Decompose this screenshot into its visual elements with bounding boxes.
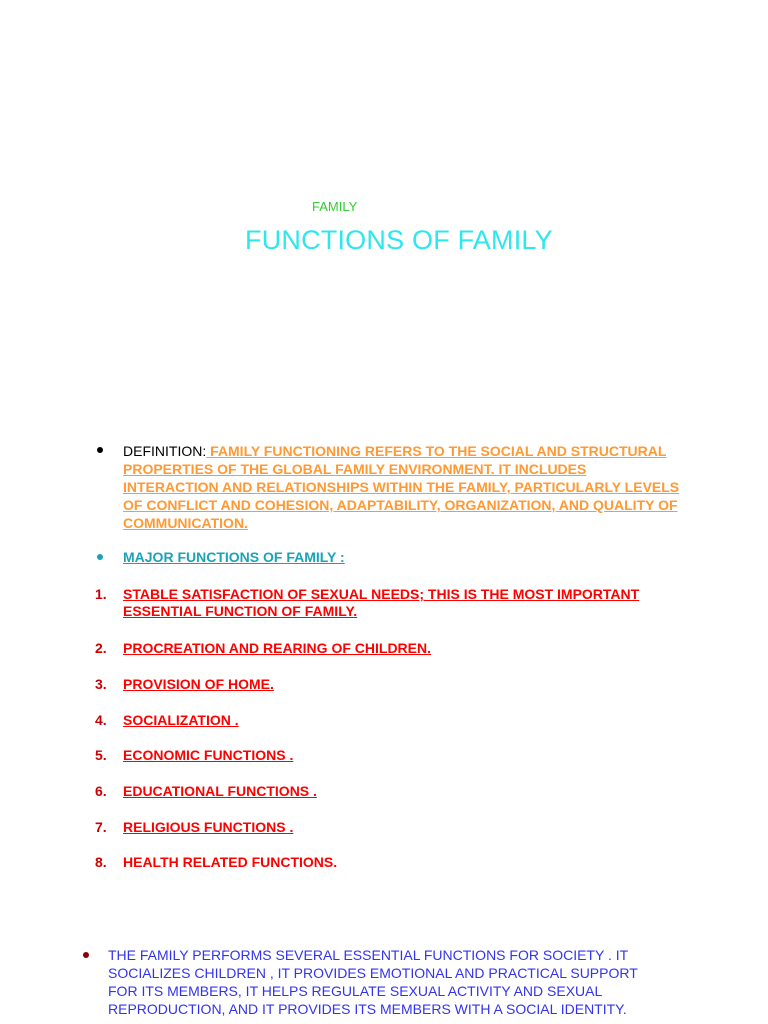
list-number: 6. [95,783,107,799]
definition-text: FAMILY FUNCTIONING REFERS TO THE SOCIAL AND STRUCTURAL PROPERTIES OF THE GLOBAL FAMILY ENVIRONMENT. IT INCLUDES INTERACTION AND RELATIONSHIPS WITHIN THE FAMILY, PARTICULARLY LEVELS OF CONFLICT AND COHESION, ADAPTABILITY, ORGANIZATION, AND QUALITY OF COMMUNICATION. [123,443,680,531]
list-item: SOCIALIZATION . [123,712,239,728]
major-bullet [97,554,103,560]
list-item: HEALTH RELATED FUNCTIONS. [123,854,338,867]
list-number: 8. [95,854,107,867]
summary-bullet [83,952,89,958]
list-item: EDUCATIONAL FUNCTIONS . [123,783,317,799]
list-number: 7. [95,819,107,835]
family-label: FAMILY [312,199,358,214]
list-item: ECONOMIC FUNCTIONS . [123,747,294,763]
list-number: 1. [95,586,107,602]
list-item: RELIGIOUS FUNCTIONS . [123,819,294,835]
definition-paragraph [123,442,683,532]
list-item: PROCREATION AND REARING OF CHILDREN. [123,640,431,656]
major-functions-heading: MAJOR FUNCTIONS OF FAMILY : [123,549,345,565]
clipped-item-row [0,853,768,867]
definition-label: DEFINITION: [123,443,207,459]
list-number: 2. [95,640,107,656]
list-number: 4. [95,712,107,728]
page-title: FUNCTIONS OF FAMILY [245,225,553,255]
list-item: STABLE SATISFACTION OF SEXUAL NEEDS; THIS IS THE MOST IMPORTANT ESSENTIAL FUNCTION OF FAMILY. [123,586,640,619]
list-number: 5. [95,747,107,763]
definition-bullet [97,447,103,453]
list-item: PROVISION OF HOME. [123,676,274,692]
list-number: 3. [95,676,107,692]
summary-paragraph: THE FAMILY PERFORMS SEVERAL ESSENTIAL FUNCTIONS FOR SOCIETY . IT SOCIALIZES CHILDREN , IT PROVIDES EMOTIONAL AND PRACTICAL SUPPORT FOR ITS MEMBERS, IT HELPS REGULATE SEXUAL ACTIVITY AND SEXUAL REPRODUCTION, AND IT PROVIDES ITS MEMBERS WITH A SOCIAL IDENTITY. [108,947,638,1017]
